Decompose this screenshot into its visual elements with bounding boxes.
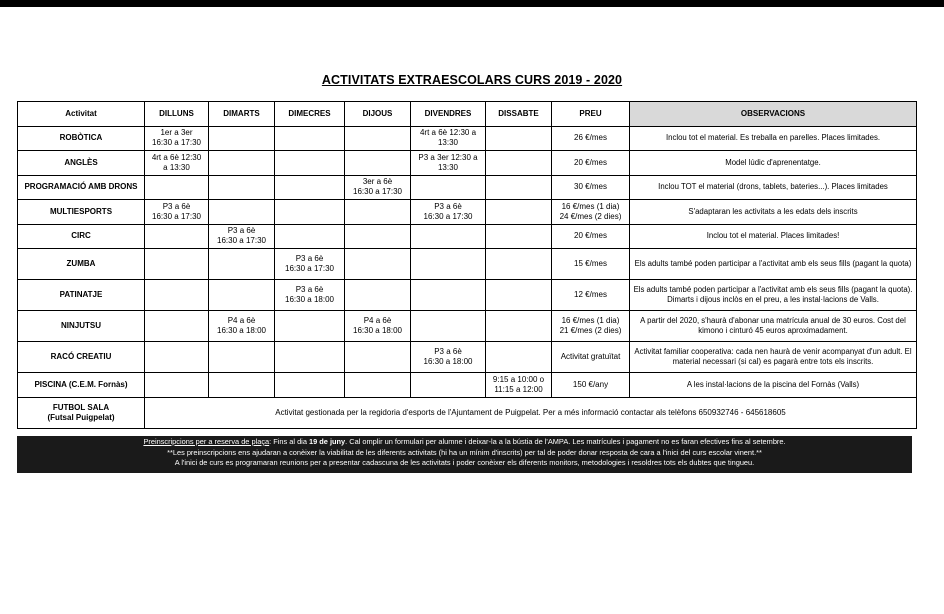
schedule-cell-dissabte	[486, 342, 552, 373]
cell-line: 9:15 a 10:00 o	[492, 374, 545, 384]
activity-name	[18, 397, 145, 428]
activity-name: RACÓ CREATIU	[18, 342, 145, 373]
note-label: Preinscripcions per a reserva de plaça	[143, 437, 270, 446]
schedule-cell-dimarts	[209, 249, 275, 280]
cell-line: 4rt a 6è 12:30 a	[419, 128, 477, 138]
note-text: : Fins al dia	[269, 437, 309, 446]
schedule-cell-divendres	[411, 224, 486, 249]
schedule-cell-divendres	[411, 280, 486, 311]
schedule-cell-dimarts	[209, 151, 275, 176]
price-cell	[552, 126, 630, 151]
header-cell: DILLUNS	[145, 102, 209, 127]
cell-line: P4 a 6è	[363, 316, 392, 325]
schedule-cell-dimecres	[275, 126, 345, 151]
schedule-cell-dilluns	[145, 200, 209, 225]
schedule-cell-dimecres	[275, 373, 345, 398]
schedule-cell-dilluns	[145, 280, 209, 311]
activity-name: MULTIESPORTS	[18, 200, 145, 225]
cell-line: 13:30	[437, 162, 459, 172]
table-row	[18, 175, 917, 200]
price-cell	[552, 151, 630, 176]
schedule-cell-dissabte	[486, 126, 552, 151]
schedule-cell-dilluns	[145, 175, 209, 200]
note-deadline: 19 de juny	[309, 437, 346, 446]
cell-line: 16:30 a 17:30	[285, 264, 334, 273]
header-cell: Activitat	[18, 102, 145, 127]
cell-line: 16:30 a 17:30	[152, 211, 201, 221]
schedule-cell-dilluns	[145, 311, 209, 342]
cell-line: 16:30 a 18:00	[423, 357, 473, 366]
activity-name-line: FUTBOL SALA	[52, 402, 110, 412]
activity-name-line: (Futsal Puigpelat)	[47, 412, 115, 422]
price-cell	[552, 249, 630, 280]
schedule-cell-dijous	[345, 151, 411, 176]
cell-line: 11:15 a 12:00	[494, 384, 543, 394]
table-row	[18, 249, 917, 280]
price-cell	[552, 280, 630, 311]
cell-line: 20 €/mes	[574, 157, 607, 167]
cell-line: 26 €/mes	[574, 133, 607, 143]
schedule-cell-dissabte	[486, 224, 552, 249]
price-cell	[552, 373, 630, 398]
schedule-cell-dilluns	[145, 224, 209, 249]
header-cell: PREU	[552, 102, 630, 127]
schedule-cell-dimarts	[209, 126, 275, 151]
schedule-cell-dimecres	[275, 175, 345, 200]
table-row	[18, 311, 917, 342]
schedule-cell-dijous	[345, 280, 411, 311]
schedule-cell-dilluns	[145, 249, 209, 280]
table-row	[18, 224, 917, 249]
cell-line: 16:30 a 18:00	[353, 326, 402, 335]
schedule-cell-dissabte	[486, 200, 552, 225]
table-row	[18, 151, 917, 176]
schedule-cell-dimecres	[275, 342, 345, 373]
activity-name: ZUMBA	[18, 249, 145, 280]
cell-line: 15 €/mes	[574, 259, 607, 268]
note-line-3: A l'inici de curs es programaran reunions per a presentar cadascuna de les activitats i poder conèixer els diferents monitors, metodologies i resoldres tots els dubtes que tingueu.	[174, 458, 755, 468]
cell-line: 12 €/mes	[574, 290, 607, 299]
schedule-cell-dimecres	[275, 280, 345, 311]
table-row-futbol	[18, 397, 917, 428]
schedule-cell-dimecres	[275, 200, 345, 225]
schedule-cell-dimecres	[275, 311, 345, 342]
schedule-cell-dilluns	[145, 151, 209, 176]
schedule-cell-dijous	[345, 249, 411, 280]
schedule-cell-dissabte	[486, 311, 552, 342]
table-row	[18, 373, 917, 398]
activity-name: ROBÒTICA	[18, 126, 145, 151]
schedule-cell-dilluns	[145, 126, 209, 151]
schedule-cell-dimecres	[275, 249, 345, 280]
price-cell	[552, 342, 630, 373]
cell-line: P3 a 6è	[434, 347, 462, 356]
schedule-cell-dimarts	[209, 175, 275, 200]
cell-line: 16 €/mes (1 dia)	[561, 201, 620, 211]
cell-line: P3 a 6è	[434, 201, 462, 211]
cell-line: P3 a 6è	[295, 285, 324, 294]
header-cell: DISSABTE	[486, 102, 552, 127]
observations-cell: Inclou tot el material. Places limitades!	[630, 224, 917, 249]
schedule-cell-dimarts	[209, 224, 275, 249]
activity-name: ANGLÈS	[18, 151, 145, 176]
schedule-cell-dissabte	[486, 373, 552, 398]
cell-line: 24 €/mes (2 dies)	[559, 211, 622, 221]
observations-cell: Inclou TOT el material (drons, tablets, bateries...). Places limitades	[630, 175, 917, 200]
cell-line: 30 €/mes	[574, 182, 607, 192]
cell-line: 4rt a 6è 12:30	[151, 152, 202, 162]
header-cell: DIVENDRES	[411, 102, 486, 127]
activity-name: PATINATJE	[18, 280, 145, 311]
schedule-cell-divendres	[411, 175, 486, 200]
price-cell	[552, 224, 630, 249]
cell-line: P3 a 6è	[295, 254, 324, 263]
schedule-table	[17, 101, 917, 429]
schedule-cell-dimecres	[275, 151, 345, 176]
schedule-cell-dimarts	[209, 373, 275, 398]
schedule-cell-dilluns	[145, 373, 209, 398]
cell-line: 16 €/mes (1 dia)	[561, 316, 620, 325]
schedule-cell-dissabte	[486, 175, 552, 200]
schedule-cell-dimarts	[209, 342, 275, 373]
schedule-cell-dijous	[345, 175, 411, 200]
table-row	[18, 280, 917, 311]
activity-name: NINJUTSU	[18, 311, 145, 342]
header-cell-observacions: OBSERVACIONS	[630, 102, 917, 127]
activity-name: PROGRAMACIÓ AMB DRONS	[18, 175, 145, 200]
observations-cell: Activitat familiar cooperativa: cada nen haurà de venir acompanyat d'un adult. El material necessari (si cal) es pagarà entre tots els inscrits.	[630, 342, 917, 373]
notes-box	[17, 436, 912, 473]
schedule-cell-dissabte	[486, 151, 552, 176]
schedule-cell-dimarts	[209, 200, 275, 225]
cell-line: 16:30 a 18:00	[285, 295, 334, 304]
schedule-cell-dijous	[345, 126, 411, 151]
cell-line: P3 a 3er 12:30 a	[418, 152, 478, 162]
schedule-cell-dijous	[345, 311, 411, 342]
cell-line: P4 a 6è	[227, 316, 256, 325]
header-cell: DIMARTS	[209, 102, 275, 127]
observations-cell: Inclou tot el material. Es treballa en parelles. Places limitades.	[630, 126, 917, 151]
schedule-cell-divendres	[411, 311, 486, 342]
observations-cell: A les instal·lacions de la piscina del Fornàs (Valls)	[630, 373, 917, 398]
futbol-info: Activitat gestionada per la regidoria d'esports de l'Ajuntament de Puigpelat. Per a més informació contactar als telèfons 650932746 - 645618605	[145, 397, 917, 428]
activity-name: PISCINA (C.E.M. Fornàs)	[18, 373, 145, 398]
schedule-cell-divendres	[411, 249, 486, 280]
cell-line: 16:30 a 17:30	[423, 211, 473, 221]
cell-line: 16:30 a 17:30	[353, 187, 402, 197]
observations-cell: Els adults també poden participar a l'activitat amb els seus fills (pagant la quota)	[630, 249, 917, 280]
cell-line: 13:30	[437, 138, 459, 148]
header-cell: DIJOUS	[345, 102, 411, 127]
note-line-1	[17, 437, 912, 448]
schedule-cell-dimarts	[209, 280, 275, 311]
activity-name: CIRC	[18, 224, 145, 249]
cell-line: P3 a 6è	[162, 201, 191, 211]
observations-cell: S'adaptaran les activitats a les edats dels inscrits	[630, 200, 917, 225]
schedule-cell-dissabte	[486, 249, 552, 280]
price-cell	[552, 175, 630, 200]
schedule-cell-dijous	[345, 224, 411, 249]
cell-line: 3er a 6è	[362, 177, 393, 187]
schedule-cell-dissabte	[486, 280, 552, 311]
observations-cell: Els adults també poden participar a l'activitat amb els seus fills (pagant la quota). Dimarts i dijous inclòs en el preu, a les instal·lacions de Valls.	[630, 280, 917, 311]
cell-line: P3 a 6è	[227, 226, 256, 236]
page-title: ACTIVITATS EXTRAESCOLARS CURS 2019 - 2020	[321, 73, 623, 87]
top-black-bar	[0, 0, 944, 7]
table-row	[18, 126, 917, 151]
schedule-cell-divendres	[411, 342, 486, 373]
cell-line: 21 €/mes (2 dies)	[559, 326, 622, 335]
table-row	[18, 342, 917, 373]
table-row	[18, 200, 917, 225]
schedule-cell-dimecres	[275, 224, 345, 249]
cell-line: Activitat gratuïtat	[560, 352, 621, 361]
observations-cell: Model lúdic d'aprenentatge.	[630, 151, 917, 176]
observations-cell: A partir del 2020, s'haurà d'abonar una matrícula anual de 30 euros. Cost del kimono i cinturó 45 euros aproximadament.	[630, 311, 917, 342]
schedule-cell-divendres	[411, 373, 486, 398]
cell-line: 16:30 a 18:00	[217, 326, 266, 335]
schedule-cell-dijous	[345, 342, 411, 373]
header-cell: DIMECRES	[275, 102, 345, 127]
schedule-cell-dijous	[345, 200, 411, 225]
cell-line: a 13:30	[163, 162, 190, 172]
price-cell	[552, 311, 630, 342]
schedule-cell-dimarts	[209, 311, 275, 342]
cell-line: 16:30 a 17:30	[152, 138, 201, 148]
cell-line: 150 €/any	[572, 379, 609, 389]
note-line-2: **Les preinscripcions ens ajudaran a conèixer la viabilitat de les diferents activitats (hi ha un mínim d'inscrits) per tal de poder donar resposta de cara a l'inici del curs escolar vinent.**	[167, 447, 762, 457]
schedule-cell-divendres	[411, 151, 486, 176]
schedule-cell-dijous	[345, 373, 411, 398]
header-row	[18, 102, 917, 127]
price-cell	[552, 200, 630, 225]
note-text: . Cal omplir un formulari per alumne i deixar-la a la bústia de l'AMPA. Les matrícules i pagament no es faran efectives fins al setembre.	[345, 437, 786, 446]
cell-line: 20 €/mes	[574, 231, 607, 241]
schedule-cell-divendres	[411, 200, 486, 225]
schedule-cell-divendres	[411, 126, 486, 151]
cell-line: 1er a 3er	[160, 128, 193, 138]
schedule-cell-dilluns	[145, 342, 209, 373]
cell-line: 16:30 a 17:30	[217, 236, 266, 246]
